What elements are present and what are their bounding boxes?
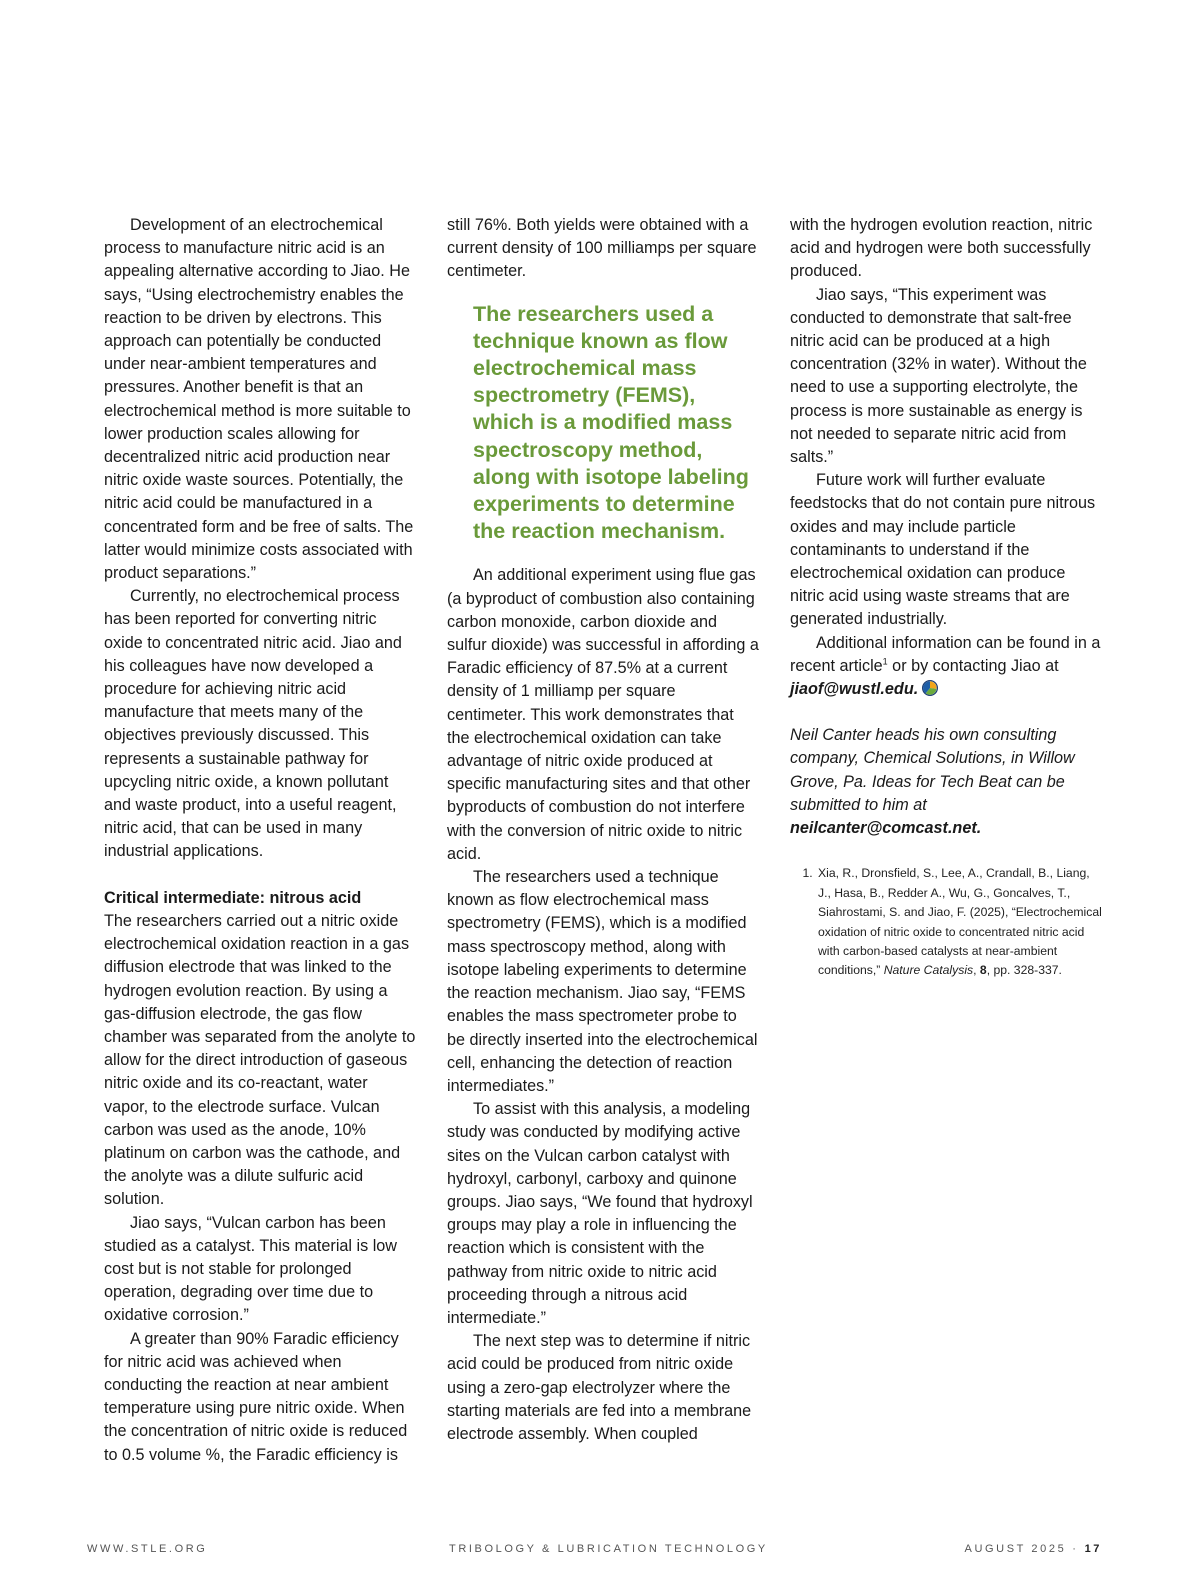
footer-issue <box>965 1543 1102 1555</box>
column-2 <box>447 214 759 1446</box>
footer-publication: TRIBOLOGY & LUBRICATION TECHNOLOGY <box>449 1543 768 1555</box>
body-paragraph: Jiao says, “Vulcan carbon has been studied as a catalyst. This material is low cost but is not stable for prolonged operation, degrading over time due to oxidative corrosion.” <box>104 1213 397 1325</box>
footer-date: AUGUST 2025 <box>964 1543 1067 1555</box>
bio-email-link[interactable]: neilcanter@comcast.net. <box>790 819 982 838</box>
pull-quote: The researchers used a technique known as flow electrochemical mass spectrometry (FEMS), which is a modified mass spectroscopy method, along with isotope labeling experiments to determine the reaction mechanism. <box>473 301 749 544</box>
column-3 <box>790 214 1102 981</box>
author-email-link[interactable]: jiaof@wustl.edu. <box>790 680 919 699</box>
footnote-ref[interactable]: 1 <box>882 656 888 667</box>
reference-item <box>816 864 1102 980</box>
reference-sep: , <box>973 963 980 978</box>
body-paragraph: with the hydrogen evolution reaction, nitric acid and hydrogen were both successfully produced. <box>790 216 1093 281</box>
author-bio <box>790 724 1102 840</box>
reference-text: Xia, R., Dronsfield, S., Lee, A., Crandall, B., Liang, J., Hasa, B., Redder A., Wu, G., Goncalves, T., Siahrostami, S. and Jiao, F. (2025), “Electrochemical oxidation of nitric oxide to concentrated nitric acid with carbon-based catalysts at near-ambient conditions,” <box>818 866 1102 978</box>
body-paragraph: The next step was to determine if nitric acid could be produced from nitric oxide using a zero-gap electrolyzer where the starting materials are fed into a membrane electrode assembly. When coupled <box>447 1332 752 1443</box>
body-paragraph: still 76%. Both yields were obtained with a current density of 100 milliamps per square centimeter. <box>447 216 757 281</box>
body-paragraph: A greater than 90% Faradic efficiency for nitric acid was achieved when conducting the reaction at near ambient temperature using pure nitric oxide. When the concentration of nitric oxide is reduced to 0.5 volume %, the Faradic efficiency is <box>104 1329 408 1464</box>
body-paragraph: Development of an electrochemical process to manufacture nitric acid is an appealing alternative according to Jiao. He says, “Using electrochemistry enables the reaction to be driven by electrons. This approach can potentially be conducted under near-ambient temperatures and pressures. Another benefit is that an electrochemical method is more suitable to lower production scales allowing for decentralized nitric acid production near nitric oxide waste sources. Potentially, the nitric acid could be manufactured in a concentrated form and be free of salts. The latter would minimize costs associated with product separations.” <box>104 216 414 583</box>
column-1 <box>104 214 416 1467</box>
reference-journal: Nature Catalysis <box>883 963 974 978</box>
footer-website: WWW.STLE.ORG <box>87 1543 208 1555</box>
contact-paragraph <box>790 632 1102 702</box>
body-paragraph: The researchers used a technique known as flow electrochemical mass spectrometry (FEMS), which is a modified mass spectroscopy method, along with isotope labeling experiments to determine the reaction mechanism. Jiao say, “FEMS enables the mass spectrometer probe to be directly inserted into the electrochemical cell, enhancing the detection of reaction intermediates.” <box>447 868 758 1095</box>
body-paragraph: Future work will further evaluate feedstocks that do not contain pure nitrous oxides and may include particle contaminants to understand if the electrochemical oxidation can produce nitric acid using waste streams that are generated industrially. <box>790 471 1096 629</box>
body-paragraph: Jiao says, “This experiment was conducted to demonstrate that salt-free nitric acid can be produced at a high concentration (32% in water). Without the need to use a supporting electrolyte, the process is more sustainable as energy is not needed to separate nitric acid from salts.” <box>790 285 1087 467</box>
body-paragraph: The researchers carried out a nitric oxide electrochemical oxidation reaction in a gas diffusion electrode that was linked to the hydrogen evolution reaction. By using a gas-diffusion electrode, the gas flow chamber was separated from the anolyte to allow for the direct introduction of gaseous nitric oxide and its co-reactant, water vapor, to the electrode surface. Vulcan carbon was used as the anode, 10% platinum on carbon was the cathode, and the anolyte was a dilute sulfuric acid solution. <box>104 911 416 1209</box>
reference-volume: 8 <box>979 963 987 978</box>
footer-separator: · <box>1072 1543 1079 1555</box>
page-number: 17 <box>1084 1543 1102 1555</box>
body-paragraph: An additional experiment using flue gas (a byproduct of combustion also containing carbon monoxide, carbon dioxide and sulfur dioxide) was successful in affording a Faradic efficiency of 87.5% at a current density of 1 milliamp per square centimeter. This work demonstrates that the electrochemical oxidation can take advantage of nitric oxide produced at specific manufacturing sites and that other byproducts of combustion do not interfere with the conversion of nitric oxide to nitric acid. <box>447 566 759 863</box>
body-paragraph: To assist with this analysis, a modeling study was conducted by modifying active sites on the Vulcan carbon catalyst with hydroxyl, carbonyl, carboxy and quinone groups. Jiao says, “We found that hydroxyl groups may play a role in influencing the reaction which is consistent with the pathway from nitric oxide to nitric acid proceeding through a nitrous acid intermediate.” <box>447 1100 753 1327</box>
body-paragraph: Currently, no electrochemical process has been reported for converting nitric oxide to concentrated nitric acid. Jiao and his colleagues have now developed a procedure for achieving nitric acid manufacture that meets many of the objectives previously discussed. This represents a sustainable pathway for upcycling nitric oxide, a known pollutant and waste product, into a useful reagent, nitric acid, that can be used in many industrial applications. <box>104 587 402 861</box>
contact-text-2: or by contacting Jiao at <box>887 656 1059 675</box>
bio-text: Neil Canter heads his own consulting company, Chemical Solutions, in Willow Grove, Pa. Ideas for Tech Beat can be submitted to him at <box>790 726 1075 814</box>
reference-pages: , pp. 328-337. <box>986 963 1062 978</box>
subheading: Critical intermediate: nitrous acid <box>104 888 362 907</box>
reference-list <box>790 864 1102 980</box>
contact-text: Additional information can be found in a recent article <box>790 633 1101 675</box>
stle-end-mark-icon <box>921 679 939 697</box>
